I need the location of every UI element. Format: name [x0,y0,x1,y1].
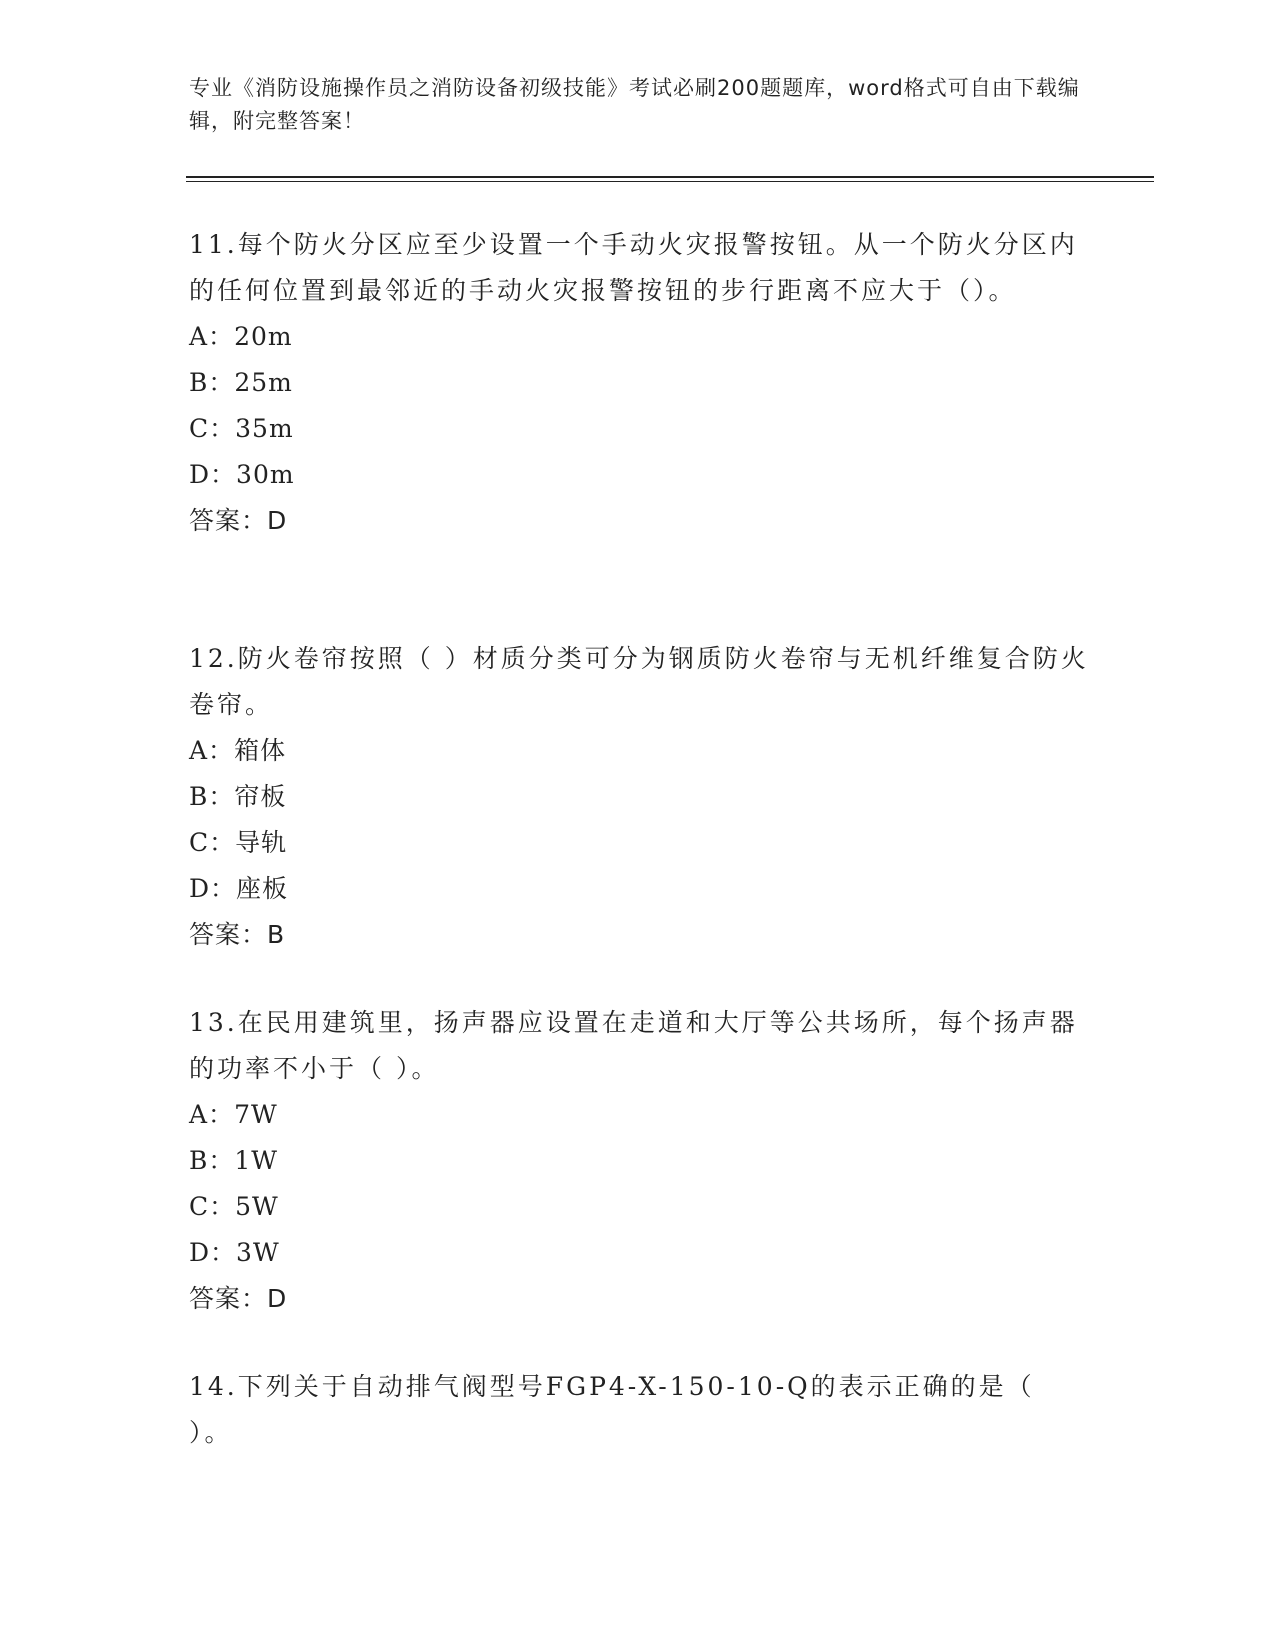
option-text: 35m [235,414,294,443]
question-stem: 12.防火卷帘按照（ ）材质分类可分为钢质防火卷帘与无机纤维复合防火卷帘。 [189,644,1089,719]
option-letter: D： [189,460,237,489]
option-d [189,866,1089,912]
option-text: 1W [234,1146,278,1175]
option-text: 帘板 [234,782,287,811]
option-text: 7W [234,1100,278,1129]
question-14 [189,1364,1089,1456]
option-text: 导轨 [235,828,288,857]
option-letter: B： [189,368,235,397]
option-text: 25m [234,368,293,397]
option-c [189,820,1089,866]
option-letter: A： [189,736,235,765]
question-12 [189,636,1089,958]
question-13 [189,1000,1089,1322]
option-b [189,774,1089,820]
option-text: 3W [236,1238,280,1267]
answer: 答案：D [189,1284,288,1313]
option-letter: C： [189,414,236,443]
option-text: 座板 [236,874,289,903]
option-text: 20m [234,322,293,351]
question-stem: 11.每个防火分区应至少设置一个手动火灾报警按钮。从一个防火分区内的任何位置到最邻近的手动火灾报警按钮的步行距离不应大于（）。 [189,230,1078,305]
option-text: 5W [235,1192,279,1221]
option-b [189,1138,1089,1184]
option-letter: B： [189,782,235,811]
option-letter: B： [189,1146,235,1175]
option-text: 箱体 [234,736,287,765]
option-letter: C： [189,1192,236,1221]
option-letter: C： [189,828,236,857]
option-text: 30m [236,460,295,489]
option-letter: D： [189,874,237,903]
question-stem: 13.在民用建筑里，扬声器应设置在走道和大厅等公共场所，每个扬声器的功率不小于（ ）。 [189,1008,1078,1083]
option-a [189,1092,1089,1138]
option-c [189,1184,1089,1230]
option-b [189,360,1089,406]
question-11 [189,222,1089,544]
option-letter: A： [189,1100,235,1129]
question-stem: 14.下列关于自动排气阀型号FGP4-X-150-10-Q的表示正确的是（ ）。 [189,1372,1035,1447]
option-c [189,406,1089,452]
header-divider [186,176,1154,182]
option-a [189,314,1089,360]
answer: 答案：D [189,506,288,535]
option-d [189,1230,1089,1276]
option-d [189,452,1089,498]
option-letter: D： [189,1238,237,1267]
option-a [189,728,1089,774]
option-letter: A： [189,322,235,351]
document-header: 专业《消防设施操作员之消防设备初级技能》考试必刷200题题库，word格式可自由下载编辑，附完整答案！ [189,76,1080,133]
answer: 答案：B [189,920,286,949]
